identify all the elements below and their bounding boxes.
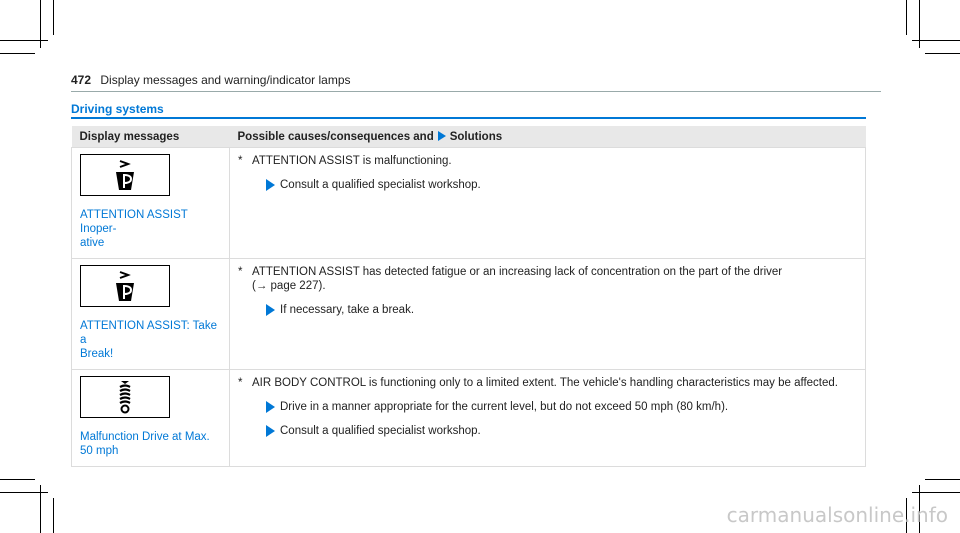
crop-mark bbox=[906, 0, 907, 35]
attention-assist-coffee-cup-icon bbox=[80, 265, 170, 307]
cause-text: AIR BODY CONTROL is functioning only to a limited extent. The vehicle's handling characteristics may be affected. bbox=[252, 377, 838, 389]
column-header-display-messages: Display messages bbox=[72, 126, 230, 148]
cause-cell bbox=[230, 370, 866, 467]
cause-marker: * bbox=[238, 377, 243, 389]
crop-mark bbox=[912, 492, 960, 493]
cause-item bbox=[238, 154, 857, 168]
table-row bbox=[72, 148, 866, 259]
crop-mark bbox=[925, 53, 960, 54]
crop-mark bbox=[53, 498, 54, 533]
air-body-control-spring-icon bbox=[80, 376, 170, 418]
action-text: Consult a qualified specialist workshop. bbox=[280, 425, 481, 437]
action-item bbox=[238, 400, 857, 414]
message-text-line: Malfunction Drive at Max. bbox=[80, 431, 210, 443]
cause-text: ATTENTION ASSIST has detected fatigue or an increasing lack of concentration on the part of the driver bbox=[252, 266, 783, 278]
action-text: If necessary, take a break. bbox=[280, 304, 415, 316]
column-header-causes: Possible causes/consequences and bbox=[237, 130, 434, 143]
action-item bbox=[238, 178, 857, 192]
attention-assist-coffee-cup-icon bbox=[80, 154, 170, 196]
message-text-line: Break! bbox=[80, 348, 114, 360]
table-row bbox=[72, 370, 866, 467]
action-arrow-icon bbox=[266, 304, 275, 316]
cause-item bbox=[238, 265, 857, 293]
cause-cell bbox=[230, 259, 866, 370]
crop-mark bbox=[0, 40, 48, 41]
cause-marker: * bbox=[238, 155, 243, 167]
page-number: 472 bbox=[71, 73, 92, 87]
solution-arrow-icon bbox=[438, 131, 446, 141]
message-text-line: ATTENTION ASSIST Inoper- bbox=[80, 209, 188, 235]
action-item bbox=[238, 303, 857, 317]
section-title: Driving systems bbox=[71, 102, 164, 116]
crop-mark bbox=[912, 40, 960, 41]
crop-mark bbox=[0, 479, 35, 480]
message-text-line: ATTENTION ASSIST: Take a bbox=[80, 320, 217, 346]
cause-item bbox=[238, 376, 857, 390]
column-header-solutions: Solutions bbox=[449, 130, 503, 143]
crop-mark bbox=[0, 53, 35, 54]
crop-mark bbox=[53, 0, 54, 35]
header-divider bbox=[71, 91, 881, 92]
page-header bbox=[71, 73, 351, 87]
action-item bbox=[238, 424, 857, 438]
action-arrow-icon bbox=[266, 179, 275, 191]
display-messages-table bbox=[71, 126, 866, 467]
message-text-line: 50 mph bbox=[80, 445, 119, 457]
message-cell bbox=[72, 259, 230, 370]
crop-mark bbox=[925, 479, 960, 480]
action-arrow-icon bbox=[266, 425, 275, 437]
action-text: Drive in a manner appropriate for the current level, but do not exceed 50 mph (80 km/h). bbox=[280, 401, 729, 413]
table-row bbox=[72, 259, 866, 370]
action-text: Consult a qualified specialist workshop. bbox=[280, 179, 481, 191]
section-divider bbox=[71, 117, 866, 119]
action-arrow-icon bbox=[266, 401, 275, 413]
message-text-line: ative bbox=[80, 237, 105, 249]
cause-marker: * bbox=[238, 266, 243, 278]
page-reference[interactable]: (→ page 227). bbox=[252, 280, 326, 292]
message-cell bbox=[72, 370, 230, 467]
page-header-title: Display messages and warning/indicator lamps bbox=[100, 73, 351, 87]
watermark: carmanualsonline.info bbox=[726, 503, 948, 527]
message-cell bbox=[72, 148, 230, 259]
cause-text: ATTENTION ASSIST is malfunctioning. bbox=[252, 155, 452, 167]
cause-cell bbox=[230, 148, 866, 259]
column-header-causes-solutions bbox=[230, 126, 866, 148]
crop-mark bbox=[0, 492, 48, 493]
